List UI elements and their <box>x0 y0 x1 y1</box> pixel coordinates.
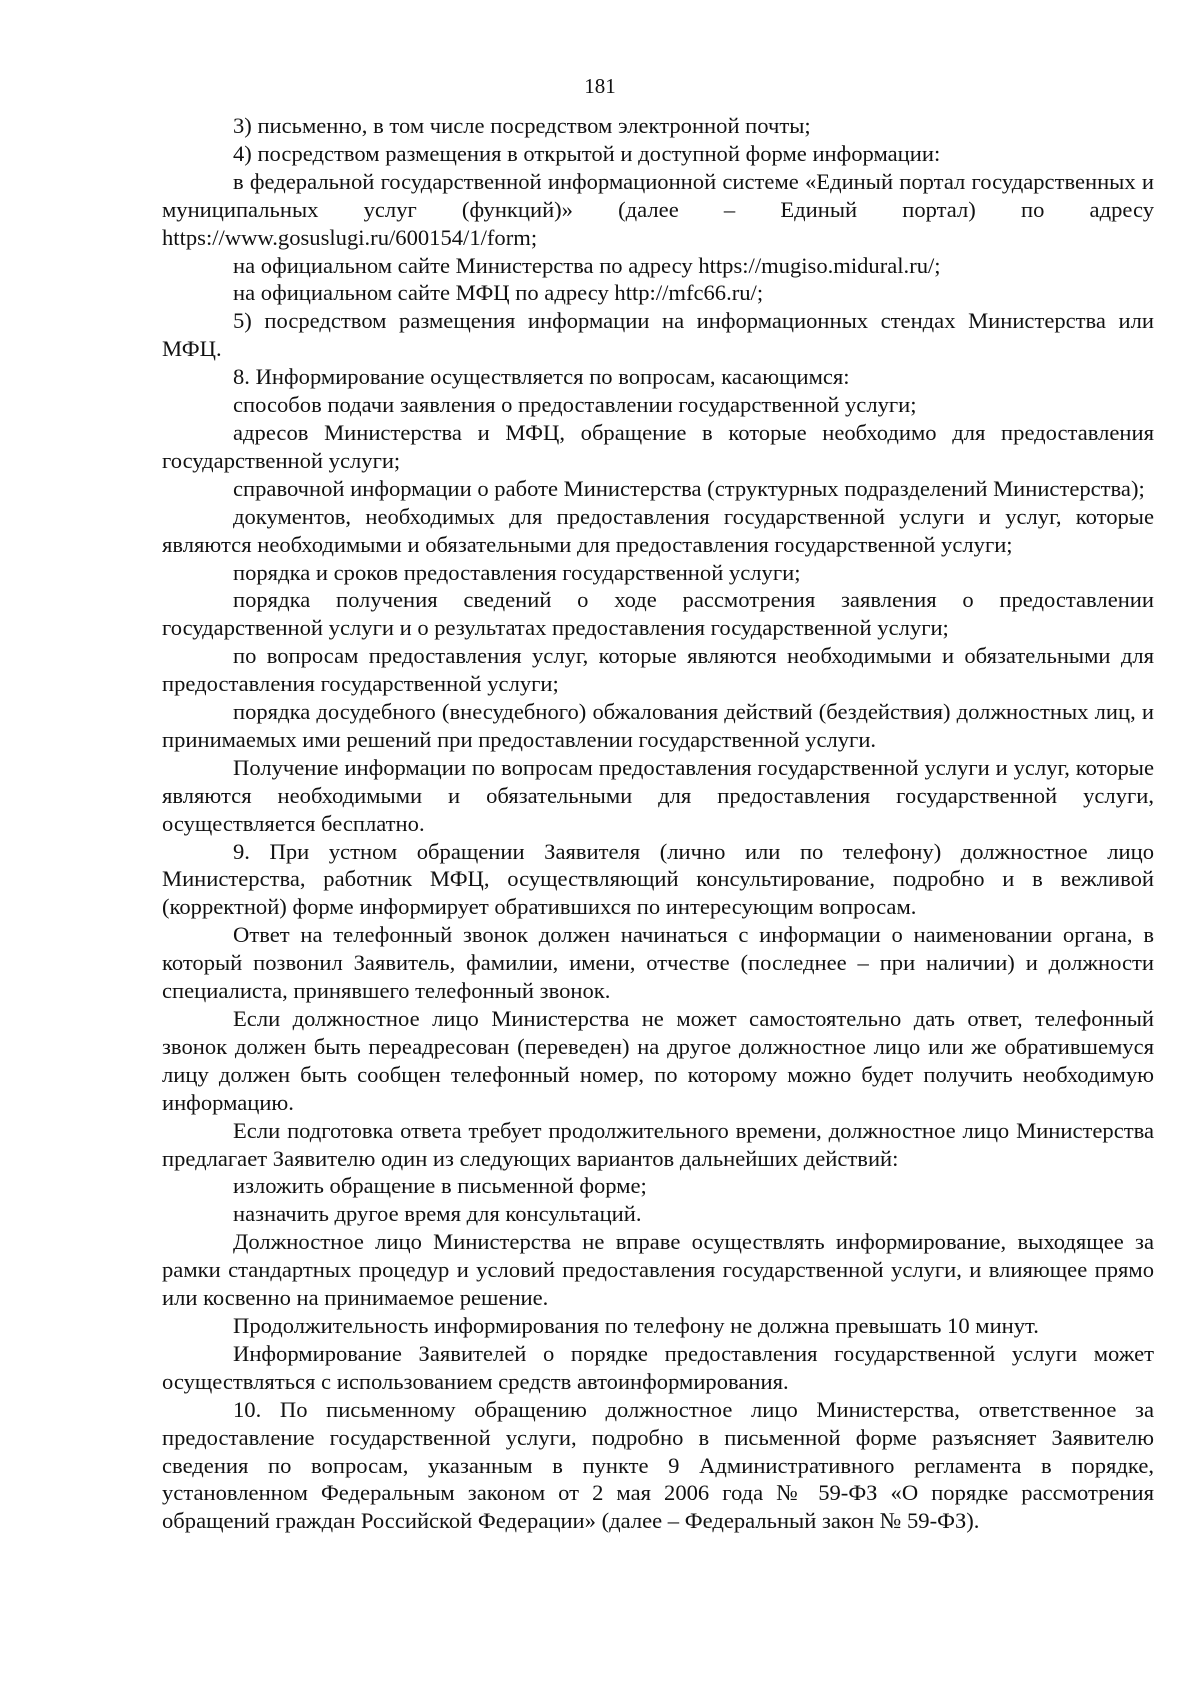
paragraph-clause-9: 9. При устном обращении Заявителя (лично или по телефону) должностное лицо Министерства, работник МФЦ, осуществляющий консультирование, подробно и в вежливой (корректной) форме информирует обратившихся по интересующим вопросам. <box>162 838 1154 920</box>
document-body <box>162 112 1154 1535</box>
paragraph-option-reschedule: назначить другое время для консультаций. <box>233 1201 642 1227</box>
paragraph-addresses: адресов Министерства и МФЦ, обращение в которые необходимо для предоставления государственной услуги; <box>162 419 1154 473</box>
paragraph-option-written: изложить обращение в письменной форме; <box>233 1173 647 1199</box>
paragraph-phone-duration: Продолжительность информирования по телефону не должна превышать 10 минут. <box>233 1312 1039 1338</box>
page-number: 181 <box>584 74 616 98</box>
paragraph-item-3-written: 3) письменно, в том числе посредством электронной почты; <box>233 113 811 138</box>
paragraph-reference-info: справочной информации о работе Министерства (структурных подразделений Министерства); <box>233 475 1145 501</box>
paragraph-long-preparation: Если подготовка ответа требует продолжительного времени, должностное лицо Министерства предлагает Заявителю один из следующих вариантов дальнейших действий: <box>162 1117 1154 1171</box>
paragraph-mfc-site: на официальном сайте МФЦ по адресу http://mfc66.ru/; <box>233 280 764 306</box>
paragraph-mandatory-services: по вопросам предоставления услуг, которые являются необходимыми и обязательными для предоставления государственной услуги; <box>162 643 1154 697</box>
paragraph-procedure-terms: порядка и сроков предоставления государственной услуги; <box>233 559 801 585</box>
paragraph-unified-portal: в федеральной государственной информационной системе «Единый портал государственных и муниципальных услуг (функций)» (далее – Единый портал) по адресу https://www.gosuslugi.ru/600154/1/form; <box>162 168 1154 250</box>
paragraph-clause-10: 10. По письменному обращению должностное лицо Министерства, ответственное за предоставление государственной услуги, подробно в письменной форме разъясняет Заявителю сведения по вопросам, указанным в пункте 9 Административного регламента в порядке, установленном Федеральным законом от 2 мая 2006 года № 59-ФЗ «О порядке рассмотрения обращений граждан Российской Федерации» (далее – Федеральный закон № 59-ФЗ). <box>162 1396 1154 1534</box>
paragraph-appeal-procedure: порядка досудебного (внесудебного) обжалования действий (бездействия) должностных лиц, и принимаемых ими решений при предоставлении государственной услуги. <box>162 699 1154 752</box>
paragraph-autoinforming: Информирование Заявителей о порядке предоставления государственной услуги может осуществляться с использованием средств автоинформирования. <box>162 1340 1154 1394</box>
paragraph-free-info: Получение информации по вопросам предоставления государственной услуги и услуг, которые являются необходимыми и обязательными для предоставления государственной услуги, осуществляется бесплатно. <box>162 754 1154 836</box>
paragraph-progress-info: порядка получения сведений о ходе рассмотрения заявления о предоставлении государственной услуги и о результатах предоставления государственной услуги; <box>162 587 1154 641</box>
paragraph-item-5-stands: 5) посредством размещения информации на информационных стендах Министерства или МФЦ. <box>162 308 1154 362</box>
paragraph-call-redirect: Если должностное лицо Министерства не может самостоятельно дать ответ, телефонный звонок должен быть переадресован (переведен) на другое должностное лицо или же обратившемуся лицу должен быть сообщен телефонный номер, по которому можно будет получить необходимую информацию. <box>162 1006 1154 1115</box>
paragraph-phone-answer: Ответ на телефонный звонок должен начинаться с информации о наименовании органа, в который позвонил Заявитель, фамилии, имени, отчестве (последнее – при наличии) и должности специалиста, принявшего телефонный звонок. <box>162 922 1154 1004</box>
paragraph-submission-methods: способов подачи заявления о предоставлении государственной услуги; <box>233 392 917 418</box>
paragraph-item-4-publication: 4) посредством размещения в открытой и доступной форме информации: <box>233 140 941 166</box>
paragraph-required-documents: документов, необходимых для предоставления государственной услуги и услуг, которые являются необходимыми и обязательными для предоставления государственной услуги; <box>162 503 1154 557</box>
paragraph-clause-8: 8. Информирование осуществляется по вопросам, касающимся: <box>233 364 850 390</box>
paragraph-restriction: Должностное лицо Министерства не вправе осуществлять информирование, выходящее за рамки стандартных процедур и условий предоставления государственной услуги, и влияющее прямо или косвенно на принимаемое решение. <box>162 1229 1154 1311</box>
paragraph-ministry-site: на официальном сайте Министерства по адресу https://mugiso.midural.ru/; <box>233 252 941 278</box>
